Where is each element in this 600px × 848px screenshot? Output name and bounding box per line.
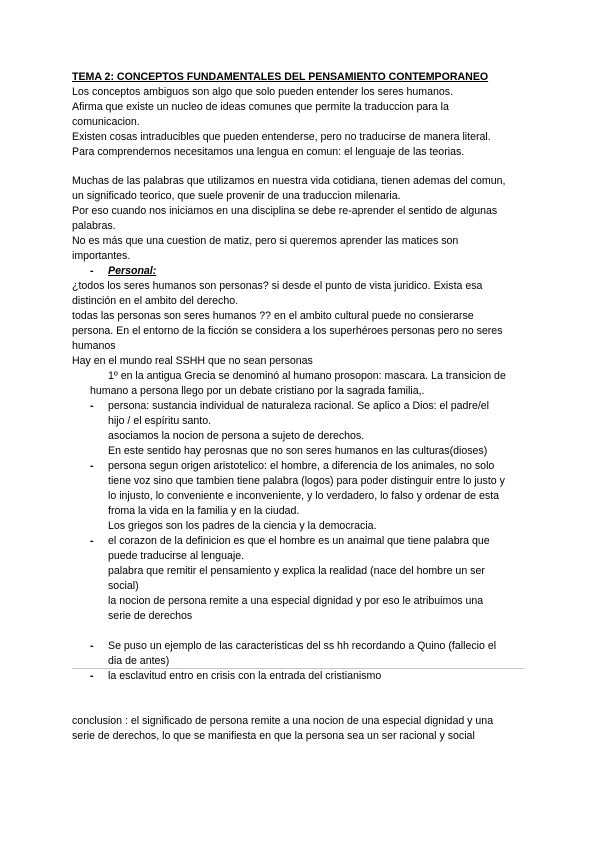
bullet-dash: - <box>90 670 94 682</box>
text-line: la nocion de persona remite a una especial dignidad y por eso le atribuimos una <box>108 595 484 607</box>
text-line: Los griegos son los padres de la ciencia y la democracia. <box>108 520 377 532</box>
document-body <box>72 70 532 160</box>
text-line: No es más que una cuestion de matiz, pero si queremos aprender las matices son <box>72 235 459 247</box>
text-line: conclusion : el significado de persona remite a una nocion de una especial dignidad y una <box>72 715 494 727</box>
list-item <box>72 534 532 624</box>
text-line: el corazon de la definicion es que el hombre es un anaimal que tiene palabra que <box>108 535 490 547</box>
text-line: ¿todos los seres humanos son personas? si desde el punto de vista juridico. Exista esa <box>72 280 483 292</box>
bullet-dash: - <box>90 535 94 547</box>
conclusion-paragraph <box>72 714 532 744</box>
text-line: distinción en el ambito del derecho. <box>72 295 239 307</box>
list-item <box>72 639 532 669</box>
indented-paragraph <box>72 369 532 399</box>
text-line: persona. En el entorno de la ficción se considera a los superhéroes personas pero no seres <box>72 325 503 337</box>
intro-paragraph <box>72 85 532 160</box>
text-line: 1º en la antigua Grecia se denominó al humano prosopon: mascara. La transicion de <box>108 370 506 382</box>
bullet-dash: - <box>90 400 94 412</box>
document-title: TEMA 2: CONCEPTOS FUNDAMENTALES DEL PENSAMIENTO CONTEMPORANEO <box>72 71 489 83</box>
text-line: persona: sustancia individual de naturaleza racional. Se aplico a Dios: el padre/el <box>108 400 490 412</box>
text-line: serie de derechos <box>108 610 193 622</box>
text-line: dia de antes) <box>108 655 170 667</box>
text-line: la esclavitud entro en crisis con la entrada del cristianismo <box>108 670 382 682</box>
bullet-dash: - <box>90 640 94 652</box>
bullet-dash: - <box>90 265 94 277</box>
text-line: En este sentido hay perosnas que no son seres humanos en las culturas(dioses) <box>108 445 488 457</box>
text-line: Para comprendernos necesitamos una lengua en comun: el lenguaje de las teorias. <box>72 146 465 158</box>
list-item <box>72 669 532 684</box>
text-line: humanos <box>72 340 116 352</box>
list-item <box>72 459 532 534</box>
text-line: serie de derechos, lo que se manifiesta en que la persona sea un ser racional y social <box>72 730 475 742</box>
text-line: palabras. <box>72 220 116 232</box>
bullet-list <box>72 399 532 684</box>
text-line: Existen cosas intraducibles que pueden entenderse, pero no traducirse de manera literal. <box>72 131 491 143</box>
text-line: Se puso un ejemplo de las caracteristicas del ss hh recordando a Quino (fallecio el <box>108 640 497 652</box>
text-line: Muchas de las palabras que utilizamos en nuestra vida cotidiana, tienen ademas del comun, <box>72 175 506 187</box>
text-line: persona segun origen aristotelico: el hombre, a diferencia de los animales, no solo <box>108 460 495 472</box>
text-line: comunicacion. <box>72 116 140 128</box>
text-line: puede traducirse al lenguaje. <box>108 550 245 562</box>
spacer <box>72 624 532 639</box>
text-line: palabra que remitir el pensamiento y explica la realidad (nace del hombre un ser <box>108 565 485 577</box>
text-line: hijo / el espíritu santo. <box>108 415 212 427</box>
section-heading-label: Personal: <box>108 265 157 277</box>
text-line: Hay en el mundo real SSHH que no sean personas <box>72 355 313 367</box>
second-paragraph <box>72 174 532 684</box>
text-line: tiene voz sino que tambien tiene palabra (logos) para poder distinguir entre lo justo y <box>108 475 505 487</box>
text-line: lo injusto, lo conveniente e inconveniente, y lo verdadero, lo falso y ordenar de esta <box>108 490 500 502</box>
text-line: Los conceptos ambiguos son algo que solo pueden entender los seres humanos. <box>72 86 454 98</box>
text-line: asociamos la nocion de persona a sujeto de derechos. <box>108 430 365 442</box>
text-line: todas las personas son seres humanos ?? en el ambito cultural puede no consierarse <box>72 310 474 322</box>
text-line: un significado teorico, que suele provenir de una traduccion milenaria. <box>72 190 401 202</box>
section-heading-personal <box>72 264 532 279</box>
list-item <box>72 399 532 459</box>
text-line: humano a persona llego por un debate cristiano por la sagrada familia,. <box>90 385 425 397</box>
bullet-dash: - <box>90 460 94 472</box>
text-line: social) <box>108 580 139 592</box>
text-line: Afirma que existe un nucleo de ideas comunes que permite la traduccion para la <box>72 101 449 113</box>
text-line: importantes. <box>72 250 131 262</box>
horizontal-divider <box>72 668 524 669</box>
text-line: Por eso cuando nos iniciamos en una disciplina se debe re-aprender el sentido de algunas <box>72 205 498 217</box>
text-line: froma la vida en la familia y en la ciudad. <box>108 505 300 517</box>
